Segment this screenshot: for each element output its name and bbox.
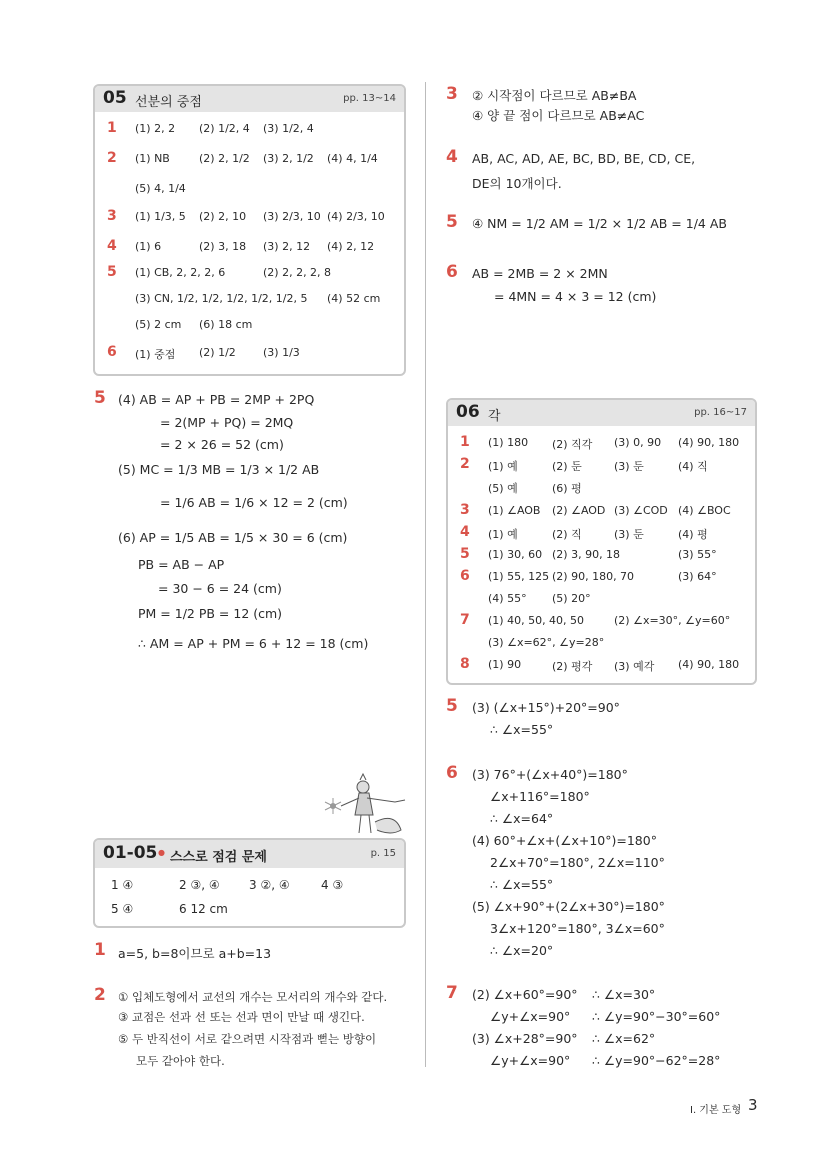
answer-cell: (3) ∠COD [614,504,668,517]
problem-number: 3 [446,84,458,104]
solution-line: (3) ∠x+28°=90° [472,1031,578,1046]
chapter-label: I. 기본 도형 [690,1105,742,1116]
answer-cell: (2) 2, 1/2 [199,152,250,165]
character-illustration [315,772,410,840]
solution-line: = 2 × 26 = 52 (cm) [160,437,284,452]
answer-cell: (1) 40, 50, 40, 50 [488,614,585,627]
row-number: 4 [460,524,470,540]
section-06-header [448,400,755,426]
answer-cell: (1) CB, 2, 2, 2, 6 [135,266,226,279]
answer-cell: (1) 예 [488,528,518,541]
self-check-answer: 1 ④ [111,878,134,892]
row-number: 1 [107,120,117,136]
answer-cell: (1) 180 [488,436,529,449]
solution-line: ∠y+∠x=90° [490,1009,571,1024]
row-number: 2 [460,456,470,472]
answer-cell: (3) 1/3 [263,346,300,359]
answer-cell: (3) CN, 1/2, 1/2, 1/2, 1/2, 1/2, 5 [135,292,308,305]
problem-number: 5 [446,696,458,716]
answer-cell: (4) 2/3, 10 [327,210,385,223]
row-number: 4 [107,238,117,254]
answer-cell: (3) 예각 [614,660,655,673]
solution-1-text: a=5, b=8이므로 a+b=13 [118,946,272,961]
solution-line: (4) AB = AP + PB = 2MP + 2PQ [118,392,315,407]
section-title: 각 [488,409,501,424]
answer-cell: (4) 2, 12 [327,240,375,253]
solution-line: ∴ ∠y=90°−62°=28° [592,1053,721,1068]
answer-cell: (1) 90 [488,658,522,671]
answer-cell: (4) 4, 1/4 [327,152,378,165]
row-number: 1 [460,434,470,450]
answer-cell: (1) 2, 2 [135,122,176,135]
section-code: 06 [456,402,480,422]
solution-line: AB = 2MB = 2 × 2MN [472,266,608,281]
answer-cell: (3) 64° [678,570,717,583]
solution-line: ∴ ∠y=90°−30°=60° [592,1009,721,1024]
answer-cell: (2) 1/2, 4 [199,122,250,135]
problem-number: 5 [446,212,458,232]
solution-line: 2∠x+70°=180°, 2∠x=110° [490,855,665,870]
answer-cell: (2) 2, 2, 2, 8 [263,266,332,279]
answer-cell: (6) 평 [552,482,582,495]
section-05-box [93,84,406,376]
answer-cell: (2) 90, 180, 70 [552,570,635,583]
solution-line: ∴ ∠x=64° [490,811,554,826]
answer-cell: (3) 둔 [614,528,644,541]
section-05-header [95,86,404,112]
solution-line: ① 입체도형에서 교선의 개수는 모서리의 개수와 같다. [118,990,388,1004]
bullet-icon: ● [158,848,165,857]
answer-cell: (3) ∠x=62°, ∠y=28° [488,636,605,649]
self-check-answer: 6 12 cm [179,902,228,916]
section-code: 01-05 [103,843,158,863]
answer-cell: (3) 2, 1/2 [263,152,314,165]
answer-cell: (5) 20° [552,592,591,605]
row-number: 3 [460,502,470,518]
answer-cell: (2) 직각 [552,438,593,451]
self-check-header [95,840,404,868]
solution-line: ④ 양 끝 점이 다르므로 AB≠AC [472,108,645,123]
row-number: 7 [460,612,470,628]
solution-line: ③ 교점은 선과 선 또는 선과 면이 만날 때 생긴다. [118,1010,365,1024]
answer-cell: (1) NB [135,152,170,165]
self-check-answer: 2 ③, ④ [179,878,220,892]
problem-number: 5 [94,388,106,408]
solution-line: 3∠x+120°=180°, 3∠x=60° [490,921,665,936]
row-number: 6 [460,568,470,584]
problem-number: 6 [446,262,458,282]
solution-line: AB, AC, AD, AE, BC, BD, BE, CD, CE, [472,151,696,166]
solution-line: = 4MN = 4 × 3 = 12 (cm) [494,289,657,304]
self-check-box [93,838,406,928]
solution-line: (5) MC = 1/3 MB = 1/3 × 1/2 AB [118,462,320,477]
answer-cell: (3) 55° [678,548,717,561]
solution-line: = 1/6 AB = 1/6 × 12 = 2 (cm) [160,495,348,510]
section-pages: pp. 16~17 [694,407,747,418]
answer-cell: (5) 예 [488,482,518,495]
row-number: 8 [460,656,470,672]
section-title: 선분의 중점 [135,95,202,110]
answer-cell: (1) 예 [488,460,518,473]
answer-cell: (1) ∠AOB [488,504,541,517]
solution-line: ② 시작점이 다르므로 AB≠BA [472,88,637,103]
problem-number: 2 [94,985,106,1005]
solution-line: (5) ∠x+90°+(2∠x+30°)=180° [472,899,665,914]
solution-line: ∴ ∠x=30° [592,987,656,1002]
solution-line: ⑤ 두 반직선이 서로 같으려면 시작점과 뻗는 방향이 [118,1032,377,1046]
section-pages: p. 15 [370,848,396,859]
column-divider [425,82,426,1067]
solution-line: ∴ ∠x=55° [490,722,554,737]
solution-line: ∴ ∠x=20° [490,943,554,958]
answer-cell: (1) 6 [135,240,162,253]
section-code: 05 [103,88,127,108]
answer-cell: (2) 2, 10 [199,210,247,223]
solution-line: = 2(MP + PQ) = 2MQ [160,415,294,430]
problem-number: 7 [446,983,458,1003]
self-check-answer: 4 ③ [321,878,344,892]
row-number: 5 [107,264,117,280]
row-number: 5 [460,546,470,562]
section-06-box [446,398,757,685]
problem-number: 1 [94,940,106,960]
answer-cell: (2) 1/2 [199,346,236,359]
answer-cell: (2) ∠AOD [552,504,606,517]
answer-cell: (3) 2, 12 [263,240,311,253]
answer-cell: (4) ∠BOC [678,504,731,517]
solution-line: (2) ∠x+60°=90° [472,987,578,1002]
answer-cell: (2) 3, 90, 18 [552,548,621,561]
self-check-answer: 3 ②, ④ [249,878,290,892]
answer-cell: (4) 55° [488,592,527,605]
solution-line: (3) 76°+(∠x+40°)=180° [472,767,628,782]
solution-line: 모두 같아야 한다. [136,1054,225,1068]
solution-5-text: ④ NM = 1/2 AM = 1/2 × 1/2 AB = 1/4 AB [472,216,727,231]
solution-line: ∴ ∠x=62° [592,1031,656,1046]
answer-cell: (1) 30, 60 [488,548,543,561]
answer-cell: (2) 둔 [552,460,582,473]
answer-cell: (2) 직 [552,528,582,541]
solution-line: ∠x+116°=180° [490,789,590,804]
solution-line: ∴ AM = AP + PM = 6 + 12 = 18 (cm) [138,636,369,651]
problem-number: 6 [446,763,458,783]
answer-cell: (1) 55, 125 [488,570,550,583]
answer-cell: (5) 2 cm [135,318,182,331]
answer-cell: (4) 직 [678,460,708,473]
solution-line: = 30 − 6 = 24 (cm) [158,581,282,596]
solution-line: (6) AP = 1/5 AB = 1/5 × 30 = 6 (cm) [118,530,348,545]
row-number: 3 [107,208,117,224]
answer-cell: (1) 중점 [135,348,176,361]
answer-cell: (2) 3, 18 [199,240,247,253]
self-check-answer: 5 ④ [111,902,134,916]
solution-line: PM = 1/2 PB = 12 (cm) [138,606,283,621]
answer-cell: (1) 1/3, 5 [135,210,186,223]
row-number: 2 [107,150,117,166]
answer-cell: (4) 52 cm [327,292,381,305]
row-number: 6 [107,344,117,360]
answer-cell: (3) 2/3, 10 [263,210,321,223]
solution-line: DE의 10개이다. [472,176,562,191]
section-pages: pp. 13~14 [343,93,396,104]
solution-line: PB = AB − AP [138,557,225,572]
answer-cell: (5) 4, 1/4 [135,182,186,195]
solution-line: ∴ ∠x=55° [490,877,554,892]
answer-cell: (2) 평각 [552,660,593,673]
solution-line: (3) (∠x+15°)+20°=90° [472,700,620,715]
page-number: 3 [748,1096,758,1114]
solution-line: (4) 60°+∠x+(∠x+10°)=180° [472,833,657,848]
answer-cell: (2) ∠x=30°, ∠y=60° [614,614,731,627]
answer-cell: (4) 90, 180 [678,658,740,671]
answer-cell: (3) 1/2, 4 [263,122,314,135]
answer-cell: (4) 90, 180 [678,436,740,449]
solution-line: ∠y+∠x=90° [490,1053,571,1068]
answer-cell: (6) 18 cm [199,318,253,331]
answer-cell: (3) 둔 [614,460,644,473]
answer-cell: (4) 평 [678,528,708,541]
problem-number: 4 [446,147,458,167]
answer-cell: (3) 0, 90 [614,436,662,449]
section-title: 스스로 점검 문제 [170,850,267,865]
